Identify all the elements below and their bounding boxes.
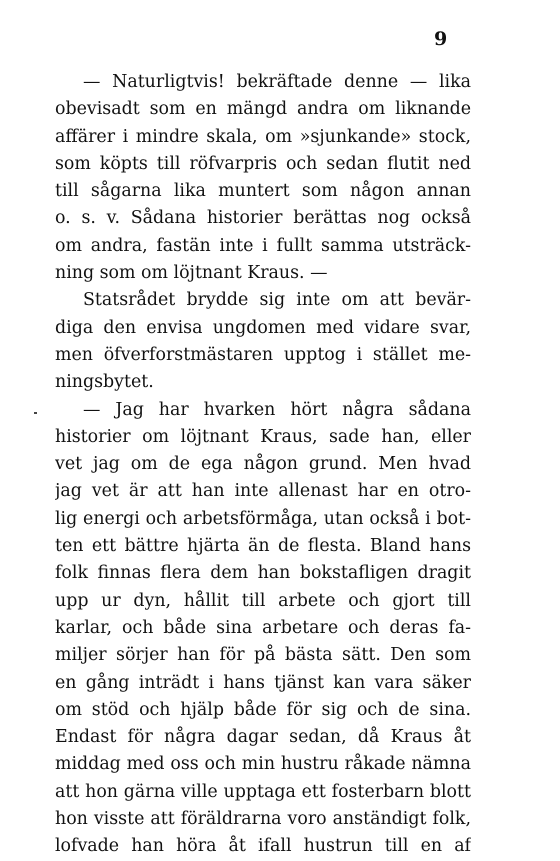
margin-mark — [34, 412, 37, 414]
text-line: obevisadt som en mängd andra om liknande — [55, 99, 471, 120]
text-line: att hon gärna ville upptaga ett fosterbarn blott — [55, 781, 471, 802]
text-line: diga den envisa ungdomen med vidare svar, — [55, 317, 471, 338]
text-line: ningsbytet. — [55, 372, 154, 393]
text-line: karlar, och både sina arbetare och deras fa- — [55, 617, 471, 638]
text-line: som köpts till röfvarpris och sedan flutit ned — [55, 153, 471, 174]
text-line: upp ur dyn, hållit till arbete och gjort till — [55, 590, 471, 611]
text-line: jag vet är att han inte allenast har en otro- — [55, 481, 471, 502]
page-number: 9 — [434, 28, 448, 50]
text-line: middag med oss och min hustru råkade nämna — [55, 754, 471, 775]
text-line: en gång inträdt i hans tjänst kan vara säker — [55, 672, 471, 693]
text-line: ning som om löjtnant Kraus. — — [55, 263, 328, 284]
text-line: miljer sörjer han för på bästa sätt. Den som — [55, 645, 471, 666]
text-line: — Jag har hvarken hört några sådana — [83, 399, 471, 420]
text-line: till sågarna lika muntert som någon annan — [55, 181, 471, 202]
text-line: lofvade han höra åt ifall hustrun till en af — [55, 836, 471, 857]
text-line: vet jag om de ega någon grund. Men hvad — [55, 454, 471, 475]
text-line: — Naturligtvis! bekräftade denne — lika — [83, 72, 471, 92]
text-line: om andra, fastän inte i fullt samma utsträck- — [55, 235, 471, 256]
text-line: Statsrådet brydde sig inte om att bevär- — [83, 290, 471, 311]
text-line: men öfverforstmästaren upptog i stället me- — [55, 344, 471, 365]
text-line: ten ett bättre hjärta än de flesta. Bland hans — [55, 536, 471, 557]
text-line: historier om löjtnant Kraus, sade han, eller — [55, 426, 471, 447]
body-text — [55, 69, 471, 861]
text-line: affärer i mindre skala, om »sjunkande» stock, — [55, 126, 471, 147]
text-line: Endast för några dagar sedan, då Kraus åt — [55, 727, 471, 748]
text-line: lig energi och arbetsförmåga, utan också i bot- — [55, 508, 471, 529]
text-line: hon visste att föräldrarna voro anständigt folk, — [55, 809, 471, 830]
text-line: folk finnas flera dem han bokstafligen dragit — [55, 563, 471, 584]
text-line: o. s. v. Sådana historier berättas nog också — [55, 208, 471, 229]
text-line: om stöd och hjälp både för sig och de sina. — [55, 699, 471, 720]
